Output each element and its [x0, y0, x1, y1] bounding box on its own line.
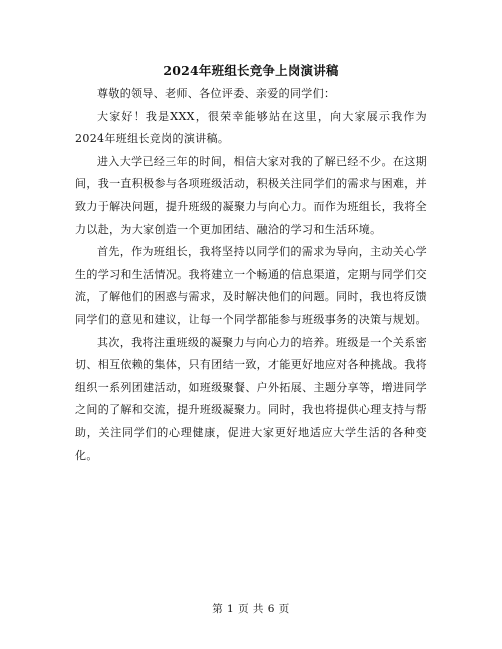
greeting-paragraph: 大家好！我是XXX，很荣幸能够站在这里，向大家展示我作为2024年班组长竞岗的演讲稿。: [75, 109, 427, 146]
introduction-paragraph: 进入大学已经三年的时间，相信大家对我的了解已经不少。在这期间，我一直积极参与各项班级活动，积极关注同学们的需求与困难，并致力于解决问题，提升班级的凝聚力与向心力。而作为班组长，我将全力以赴，为大家创造一个更加团结、融洽的学习和生活环境。: [75, 154, 427, 236]
salutation-paragraph: 尊敬的领导、老师、各位评委、亲爱的同学们：: [97, 87, 336, 100]
document-title: 2024年班组长竞争上岗演讲稿: [163, 63, 339, 78]
second-point-paragraph: 其次，我将注重班级的凝聚力与向心力的培养。班级是一个关系密切、相互依赖的集体，只有团结一致，才能更好地应对各种挑战。我将组织一系列团建活动，如班级聚餐、户外拓展、主题分享等，增进同学之间的了解和交流，提升班级凝聚力。同时，我也将提供心理支持与帮助，关注同学们的心理健康，促进大家更好地适应大学生活的各种变化。: [75, 335, 427, 462]
first-point-paragraph: 首先，作为班组长，我将坚持以同学们的需求为导向，主动关心学生的学习和生活情况。我将建立一个畅通的信息渠道，定期与同学们交流，了解他们的困惑与需求，及时解决他们的问题。同时，我也将反馈同学们的意见和建议，让每一个同学都能参与班级事务的决策与规划。: [75, 245, 427, 326]
page-number-footer: 第 1 页 共 6 页: [212, 603, 290, 615]
document-body: [75, 83, 427, 467]
